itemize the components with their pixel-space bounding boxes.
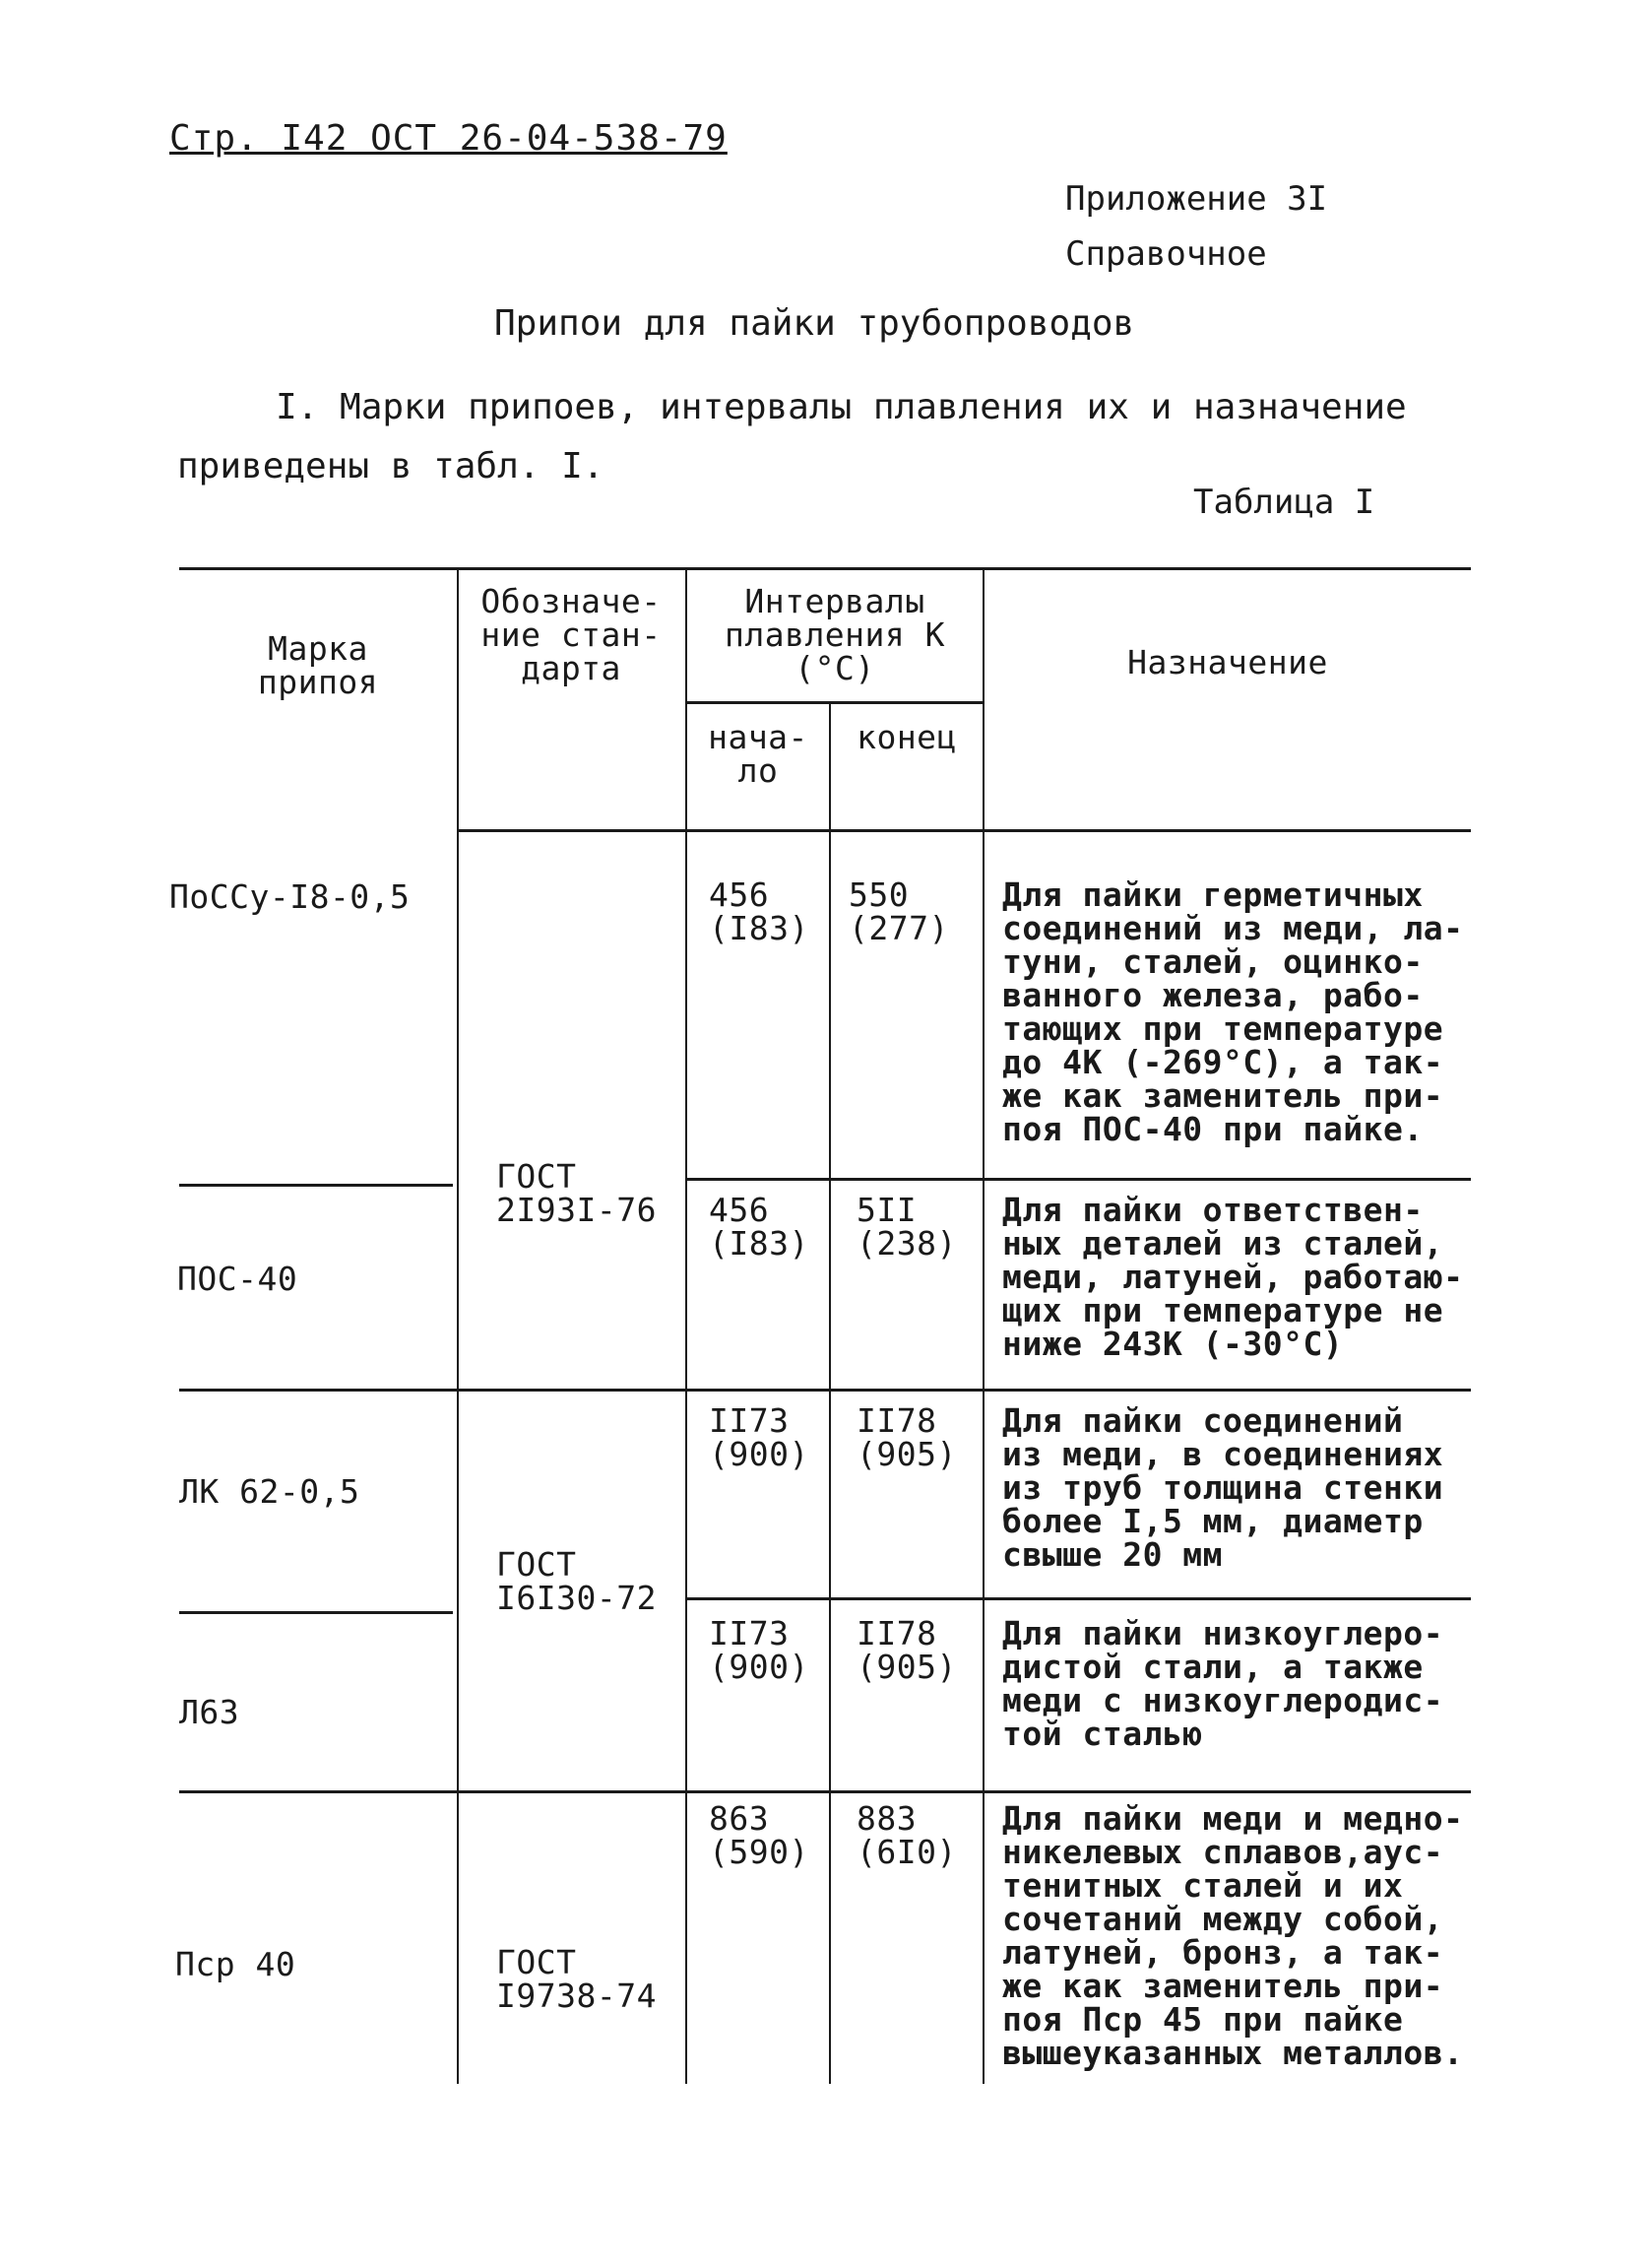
standard-3: ГОСТ I9738-74 [496, 1943, 657, 2015]
row-rule-1-right [685, 1178, 1471, 1181]
row-4-start: II73 (900) [709, 1614, 809, 1686]
col-rule-1 [457, 569, 459, 2084]
row-2-end: 5II (238) [857, 1191, 957, 1263]
col-rule-2 [685, 569, 687, 2084]
appendix-number: Приложение 3I [1065, 179, 1328, 219]
row-rule-3-right [685, 1597, 1471, 1600]
row-5-end: 883 (6I0) [857, 1799, 957, 1871]
row-2-purpose: Для пайки ответствен- ных деталей из сталей, меди, латуней, работаю- щих при температуре не ниже 243К (-30°С) [1002, 1191, 1464, 1363]
intro-paragraph: I. Марки припоев, интервалы плавления их и назначение приведены в табл. I. [177, 387, 1407, 486]
row-rule-2 [179, 1389, 1471, 1392]
row-3-start: II73 (900) [709, 1401, 809, 1473]
row-1-brand: ПоССу-I8-0,5 [169, 877, 411, 916]
row-5-purpose: Для пайки меди и медно- никелевых сплавов,аус- тенитных сталей и их сочетаний между собой, латуней, бронз, а так- же как заменитель при- поя Пср 45 при пайке вышеуказанных металлов. [1002, 1799, 1464, 2072]
table-label: Таблица I [1193, 483, 1375, 522]
row-4-brand: Л63 [179, 1693, 240, 1731]
row-1-purpose: Для пайки герметичных соединений из меди, ла- туни, сталей, оцинко- ванного железа, рабо- тающих при температуре до 4К (-269°С), а так- же как заменитель при- поя ПОС-40 при пайке. [1002, 875, 1464, 1148]
row-rule-1-left [179, 1184, 453, 1187]
row-rule-3-left [179, 1611, 453, 1614]
header-brand: Марка припоя [257, 629, 379, 701]
standard-2: ГОСТ I6I30-72 [496, 1545, 657, 1617]
row-2-start: 456 (I83) [709, 1191, 809, 1263]
table-top-rule [179, 567, 1471, 570]
subheader-rule [685, 701, 983, 704]
row-3-purpose: Для пайки соединений из меди, в соединениях из труб толщина стенки более I,5 мм, диаметр свыше 20 мм [1002, 1401, 1444, 1574]
row-1-start: 456 (I83) [709, 875, 809, 947]
row-5-brand: Пср 40 [175, 1945, 296, 1983]
col-rule-3 [829, 703, 831, 2084]
col-rule-4 [983, 569, 985, 2084]
appendix-type: Справочное [1065, 234, 1267, 274]
row-2-brand: ПОС-40 [177, 1260, 298, 1298]
section-title: Припои для пайки трубопроводов [494, 303, 1135, 344]
header-purpose: Назначение [1127, 643, 1328, 681]
header-melting-interval: Интервалы плавления К (°С) [724, 582, 946, 687]
header-start: нача- ло [708, 718, 808, 790]
row-5-start: 863 (590) [709, 1799, 809, 1871]
header-end: конец [857, 718, 957, 756]
row-4-end: II78 (905) [857, 1614, 957, 1686]
page-reference: Стр. I42 ОСТ 26-04-538-79 [169, 118, 728, 159]
row-4-purpose: Для пайки низкоуглеро- дистой стали, а также меди с низкоуглеродис- той сталью [1002, 1614, 1444, 1753]
standard-1: ГОСТ 2I93I-76 [496, 1157, 657, 1229]
row-3-end: II78 (905) [857, 1401, 957, 1473]
row-3-brand: ЛК 62-0,5 [179, 1472, 360, 1511]
header-standard: Обозначе- ние стан- дарта [480, 582, 662, 687]
row-1-end: 550 (277) [849, 875, 949, 947]
header-bottom-rule [459, 829, 1471, 832]
row-rule-4 [179, 1790, 1471, 1793]
